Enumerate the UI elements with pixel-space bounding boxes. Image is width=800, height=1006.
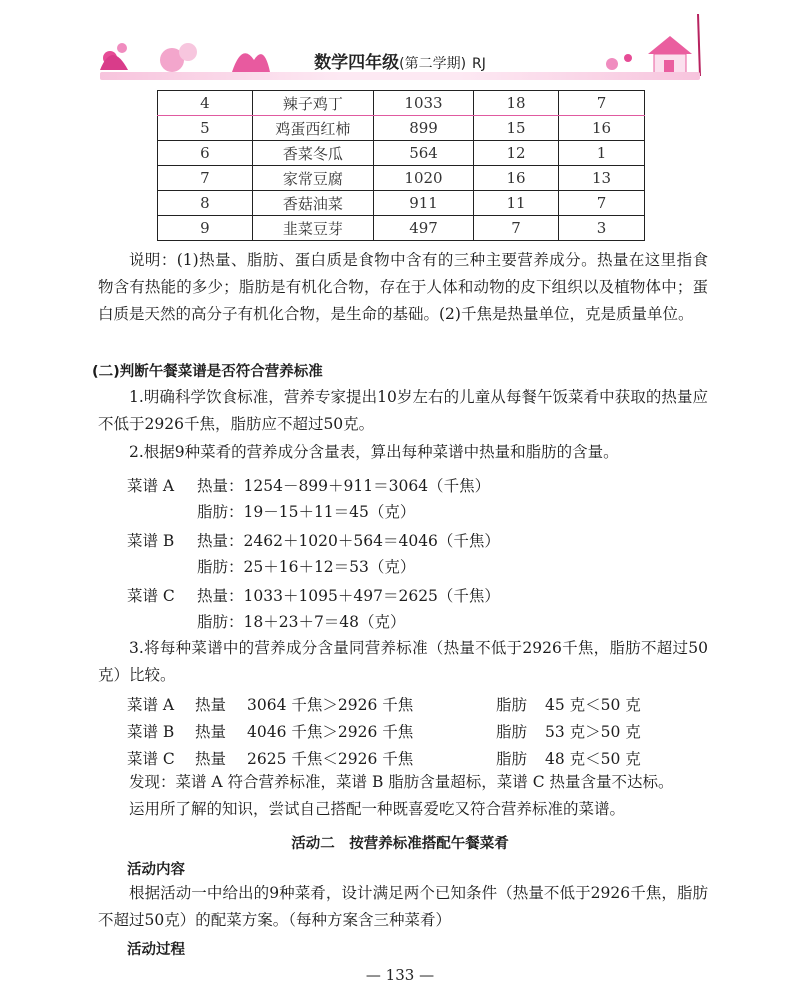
book-edition: RJ [472, 56, 486, 72]
compare-b-fat: 53 克＞50 克 [545, 723, 641, 741]
table-cell: 3 [559, 216, 645, 241]
table-cell: 9 [158, 216, 253, 241]
table-cell: 7 [559, 191, 645, 216]
table-cell: 家常豆腐 [252, 166, 373, 191]
compare-b-label: 菜谱 B [127, 723, 175, 741]
table-cell: 12 [474, 141, 559, 166]
step-1: 1.明确科学饮食标准，营养专家提出10岁左右的儿童从每餐午饭菜肴中获取的热量应不低于2926千焦，脂肪应不超过50克。 [98, 388, 708, 433]
calc-b-fat: 脂肪：25＋16＋12＝53（克） [197, 558, 416, 576]
table-cell: 8 [158, 191, 253, 216]
compare-b-heat-label: 热量 [195, 723, 227, 741]
section-heading: (二)判断午餐菜谱是否符合营养标准 [92, 364, 323, 380]
compare-c-fat-label: 脂肪 [496, 750, 528, 768]
compare-c-heat-label: 热量 [195, 750, 227, 768]
table-cell: 4 [158, 91, 253, 116]
compare-a-heat-label: 热量 [195, 696, 227, 714]
book-subtitle: (第二学期) [399, 56, 467, 72]
compare-c-fat: 48 克＜50 克 [545, 750, 641, 768]
step-3: 3.将每种菜谱中的营养成分含量同营养标准（热量不低于2926千焦，脂肪不超过50克）比较。 [98, 639, 708, 684]
table-cell: 香菇油菜 [252, 191, 373, 216]
table-cell: 564 [374, 141, 474, 166]
compare-c-label: 菜谱 C [127, 750, 175, 768]
table-cell: 7 [559, 91, 645, 116]
calc-a-label: 菜谱 A [127, 477, 175, 495]
table-row [158, 166, 645, 191]
table-cell: 1033 [374, 91, 474, 116]
calc-c-label: 菜谱 C [127, 587, 175, 605]
compare-a-label: 菜谱 A [127, 696, 175, 714]
note-paragraph: 说明：(1)热量、脂肪、蛋白质是食物中含有的三种主要营养成分。热量在这里指食物含有热能的多少；脂肪是有机化合物，存在于人体和动物的皮下组织以及植物体中；蛋白质是天然的高分子有机化合物，是生命的基础。(2)千焦是热量单位，克是质量单位。 [98, 251, 708, 323]
table-cell: 16 [559, 116, 645, 141]
calc-c-heat: 热量：1033＋1095＋497＝2625（千焦） [197, 587, 500, 605]
process-heading: 活动过程 [127, 942, 185, 958]
apply-note: 运用所了解的知识，尝试自己搭配一种既喜爱吃又符合营养标准的菜谱。 [129, 800, 626, 818]
step-2: 2.根据9种菜肴的营养成分含量表，算出每种菜谱中热量和脂肪的含量。 [129, 443, 619, 461]
compare-a-fat-label: 脂肪 [496, 696, 528, 714]
page-header [0, 0, 800, 92]
table-cell: 鸡蛋西红柿 [252, 116, 373, 141]
table-row [158, 191, 645, 216]
table-cell: 7 [158, 166, 253, 191]
table-cell: 韭菜豆芽 [252, 216, 373, 241]
table-cell: 11 [474, 191, 559, 216]
header-bar [100, 72, 700, 80]
table-cell: 6 [158, 141, 253, 166]
table-cell: 1020 [374, 166, 474, 191]
table-cell: 7 [474, 216, 559, 241]
activity-2-title: 活动二 按营养标准搭配午餐菜肴 [291, 836, 509, 852]
table-cell: 16 [474, 166, 559, 191]
calc-b-label: 菜谱 B [127, 532, 175, 550]
compare-a-fat: 45 克＜50 克 [545, 696, 641, 714]
table-cell: 18 [474, 91, 559, 116]
calc-a-heat: 热量：1254－899＋911＝3064（千焦） [197, 477, 491, 495]
table-row [158, 91, 645, 116]
table-row [158, 216, 645, 241]
page-number: — 133 — [365, 966, 435, 984]
table-row [158, 141, 645, 166]
finding: 发现：菜谱 A 符合营养标准，菜谱 B 脂肪含量超标，菜谱 C 热量含量不达标。 [129, 773, 674, 791]
calc-b-heat: 热量：2462＋1020＋564＝4046（千焦） [197, 532, 500, 550]
calc-a-fat: 脂肪：19－15＋11＝45（克） [197, 503, 416, 521]
table-cell: 13 [559, 166, 645, 191]
compare-a-heat: 3064 千焦＞2926 千焦 [247, 696, 414, 714]
table-cell: 香菜冬瓜 [252, 141, 373, 166]
table-cell: 辣子鸡丁 [252, 91, 373, 116]
content-heading: 活动内容 [127, 862, 185, 878]
content-text: 根据活动一中给出的9种菜肴，设计满足两个已知条件（热量不低于2926千焦，脂肪不超过50克）的配菜方案。（每种方案含三种菜肴） [98, 884, 708, 929]
compare-c-heat: 2625 千焦＜2926 千焦 [247, 750, 414, 768]
table-cell: 5 [158, 116, 253, 141]
table-cell: 497 [374, 216, 474, 241]
table-cell: 911 [374, 191, 474, 216]
page-title [0, 48, 800, 73]
table-row [158, 116, 645, 141]
calc-c-fat: 脂肪：18＋23＋7＝48（克） [197, 613, 406, 631]
table-cell: 899 [374, 116, 474, 141]
book-title: 数学四年级 [314, 53, 400, 73]
compare-b-heat: 4046 千焦＞2926 千焦 [247, 723, 414, 741]
table-cell: 1 [559, 141, 645, 166]
compare-b-fat-label: 脂肪 [496, 723, 528, 741]
table-cell: 15 [474, 116, 559, 141]
nutrition-table [157, 90, 645, 241]
